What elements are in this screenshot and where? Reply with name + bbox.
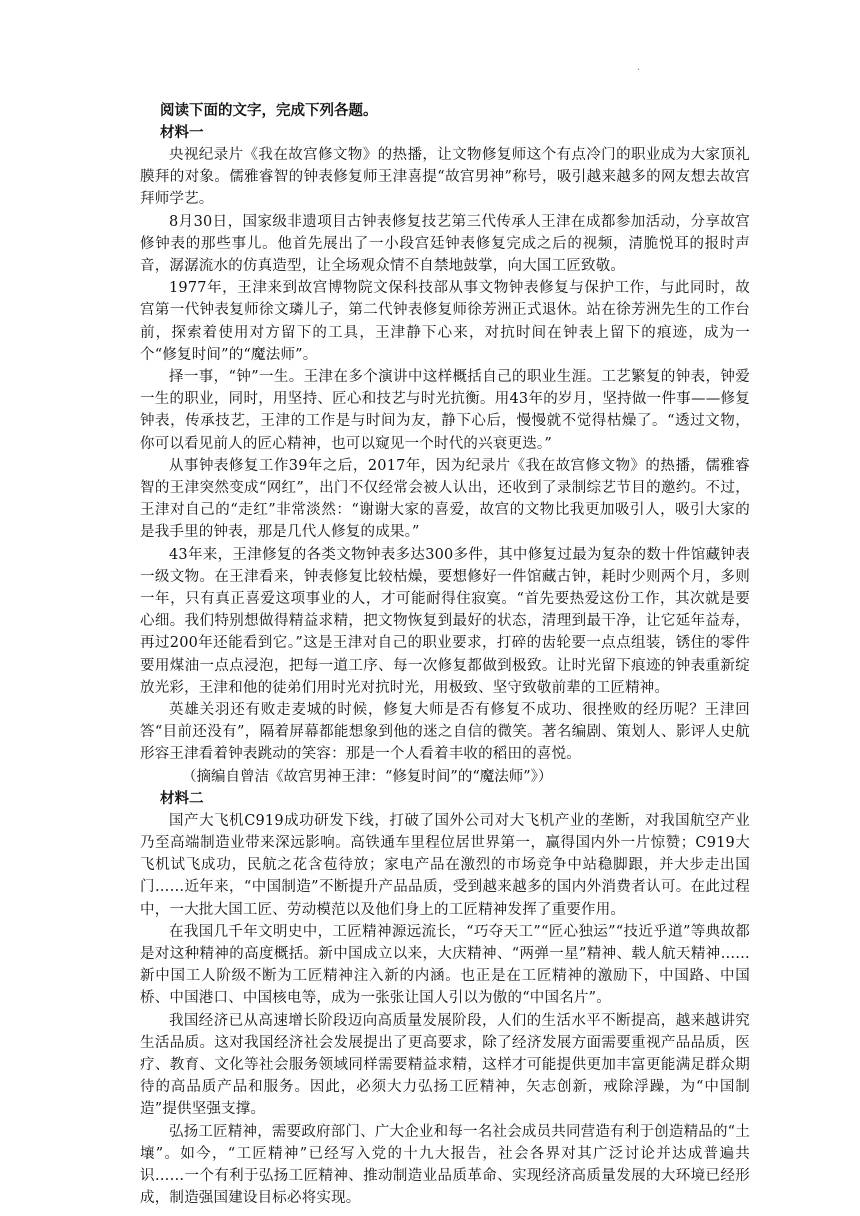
material-1-paragraph: 8月30日，国家级非遗项目古钟表修复技艺第三代传承人王津在成都参加活动，分享故宫修钟表的那些事儿。他首先展出了一小段宫廷钟表修复完成之后的视频，清脆悦耳的报时声音，潺潺流水的仿真造型，让全场观众情不自禁地鼓掌，向大国工匠致敬。 (140, 213, 750, 275)
material-2-title: 材料二 (160, 790, 204, 807)
material-1-paragraph: 英雄关羽还有败走麦城的时候，修复大师是否有修复不成功、很挫败的经历呢？王津回答“目前还没有”，隔着屏幕都能想象到他的迷之自信的微笑。著名编剧、策划人、影评人史航形容王津看着钟表跳动的笑容：那是一个人看着丰收的稻田的喜悦。 (140, 702, 750, 763)
material-2-paragraph: 弘扬工匠精神，需要政府部门、广大企业和每一名社会成员共同营造有利于创造精品的“土壤”。如今，“工匠精神”已经写入党的十九大报告，社会各界对其广泛讨论并达成普遍共识……一个有利于弘扬工匠精神、推动制造业品质革命、实现经济高质量发展的大环境已经形成，制造强国建设目标必将实现。 (140, 1123, 750, 1207)
material-1-paragraph: 从事钟表修复工作39年之后，2017年，因为纪录片《我在故宫修文物》的热播，儒雅睿智的王津突然变成“网红”，出门不仅经常会被人认出，还收到了录制综艺节目的邀约。不过，王津对自己的“走红”非常淡然：“谢谢大家的喜爱，故宫的文物比我更加吸引人，吸引大家的是我手里的钟表，那是几代人修复的成果。” (140, 457, 750, 541)
question-heading: 阅读下面的文字，完成下列各题。 (160, 103, 378, 119)
corner-mark: . (636, 62, 640, 73)
material-1-title: 材料一 (160, 125, 204, 141)
material-2-paragraph: 我国经济已从高速增长阶段迈向高质量发展阶段，人们的生活水平不断提高，越来越讲究生活品质。这对我国经济社会发展提出了更高要求，除了经济发展方面需要重视产品品质，医疗、教育、文化等社会服务领域同样需要精益求精，这样才可能提供更加丰富更能满足群众期待的高品质产品和服务。因此，必须大力弘扬工匠精神，矢志创新，戒除浮躁，为“中国制造”提供坚强支撑。 (140, 1012, 750, 1118)
material-1-paragraph: 央视纪录片《我在故宫修文物》的热播，让文物修复师这个有点冷门的职业成为大家顶礼膜拜的对象。儒雅睿智的钟表修复师王津喜提“故宫男神”称号，吸引越来越多的网友想去故宫拜师学艺。 (140, 147, 750, 208)
material-1-paragraph: 择一事，“钟”一生。王津在多个演讲中这样概括自己的职业生涯。工艺繁复的钟表，钟爱一生的职业，同时，用坚持、匠心和技艺与时光抗衡。用43年的岁月，坚持做一件事——修复钟表，传承技艺，王津的工作是与时间为友，静下心后，慢慢就不觉得枯燥了。“透过文物，你可以看见前人的匠心精神，也可以窥见一个时代的兴衰更迭。” (140, 369, 750, 452)
material-1-paragraph: 43年来，王津修复的各类文物钟表多达300多件，其中修复过最为复杂的数十件馆藏钟表一级文物。在王津看来，钟表修复比较枯燥，要想修好一件馆藏古钟，耗时少则两个月，多则一年，只有真正喜爱这项事业的人，才可能耐得住寂寞。“首先要热爱这份工作，其次就是要心细。我们特别想做得精益求精，把文物恢复到最好的状态，清理到最干净，让它延年益寿，再过200年还能看到它。”这是王津对自己的职业要求，打碎的齿轮要一点点组装，锈住的零件要用煤油一点点浸泡，把每一道工序、每一次修复都做到极致。让时光留下痕迹的钟表重新绽放光彩，王津和他的徒弟们用时光对抗时光，用极致、坚守致敬前辈的工匠精神。 (140, 546, 750, 696)
material-2-paragraph: 在我国几千年文明史中，工匠精神源远流长，“巧夺天工”“匠心独运”“技近乎道”等典故都是对这种精神的高度概括。新中国成立以来，大庆精神、“两弹一星”精神、载人航天精神……新中国工人阶级不断为工匠精神注入新的内涵。也正是在工匠精神的激励下，中国路、中国桥、中国港口、中国核电等，成为一张张让国人引以为傲的“中国名片”。 (140, 923, 750, 1007)
material-1-source: （摘编自曾洁《故宫男神王津：“修复时间”的“魔法师”》） (182, 768, 553, 785)
material-1-paragraph: 1977年，王津来到故宫博物院文保科技部从事文物钟表修复与保护工作，与此同时，故宫第一代钟表复师徐文璘儿子，第二代钟表修复师徐芳洲正式退休。站在徐芳洲先生的工作台前，探索着使用对方留下的工具，王津静下心来，对抗时间在钟表上留下的痕迹，成为一个“修复时间”的“魔法师”。 (140, 280, 750, 363)
material-2-paragraph: 国产大飞机C919成功研发下线，打破了国外公司对大飞机产业的垄断，对我国航空产业乃至高端制造业带来深远影响。高铁通车里程位居世界第一，赢得国内外一片惊赞；C919大飞机试飞成功，民航之花含苞待放；家电产品在激烈的市场竞争中站稳脚跟，并大步走出国门……近年来，“中国制造”不断提升产品品质，受到越来越多的国内外消费者认可。在此过程中，一大批大国工匠、劳动模范以及他们身上的工匠精神发挥了重要作用。 (140, 812, 750, 918)
